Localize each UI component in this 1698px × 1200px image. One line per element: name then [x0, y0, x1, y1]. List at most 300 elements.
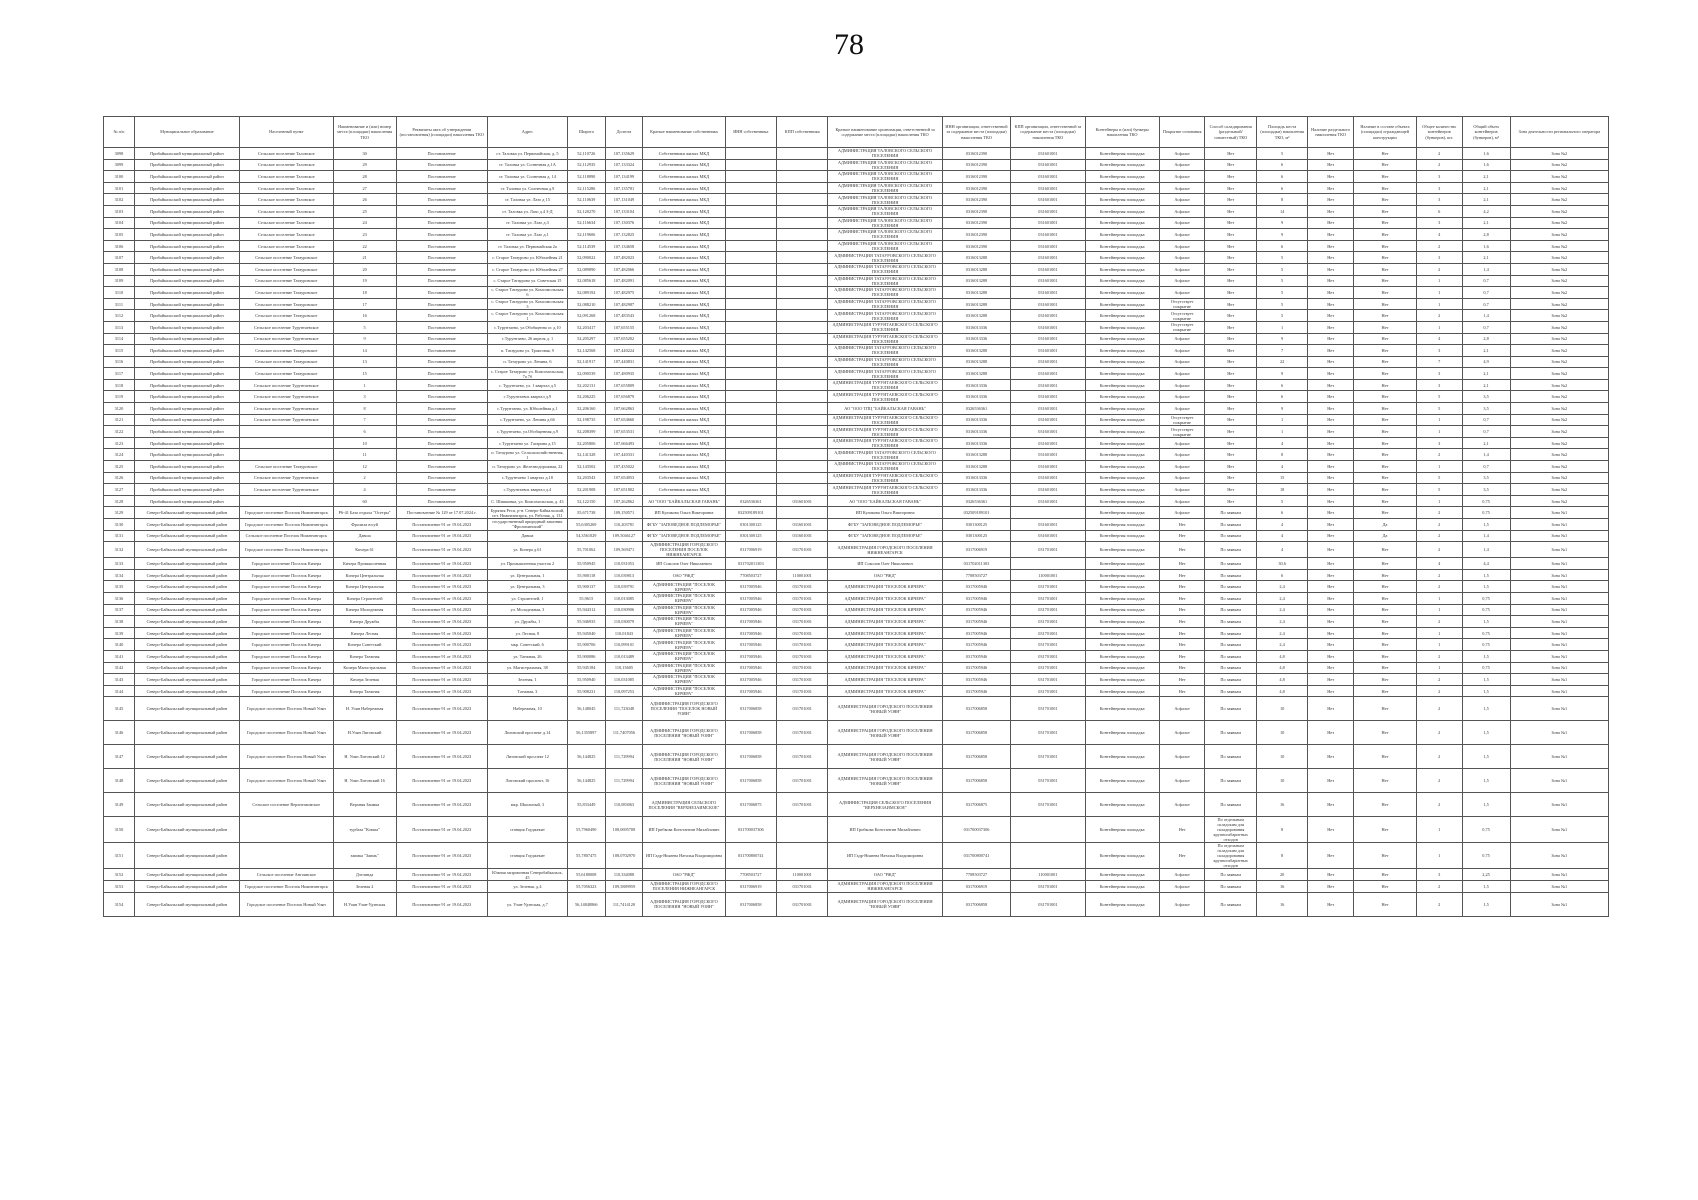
table-cell: Контейнерная площадка [1085, 182, 1159, 194]
table-cell: 109,569471 [605, 542, 643, 558]
table-cell: 1,5 [1462, 674, 1510, 686]
table-row [104, 581, 1609, 593]
table-cell: 3140 [104, 639, 135, 651]
table-cell: 1,5 [1462, 745, 1510, 769]
table-cell: 110001001 [1011, 569, 1085, 581]
table-cell: Сельское поселение Турунтаевское [239, 333, 333, 345]
table-cell: 55,945184 [567, 662, 605, 674]
table-cell: Собственники жилых МКД [643, 229, 725, 241]
table-cell: Нет [1308, 403, 1354, 415]
table-cell: Нет [1205, 148, 1256, 160]
table-cell: 031601001 [1011, 461, 1085, 473]
table-cell: 3 [333, 391, 396, 403]
table-cell: 0316013288 [942, 356, 1011, 368]
table-cell: 3 [1416, 217, 1462, 229]
table-cell: Северо-Байкальский муниципальный район [134, 662, 239, 674]
table-cell: 22 [333, 240, 396, 252]
table-cell: 0,7 [1462, 426, 1510, 438]
table-cell: 031701001 [777, 639, 828, 651]
table-cell: 55,7807475 [567, 843, 605, 869]
table-cell: Нет [1205, 495, 1256, 507]
table-cell: Нет [1354, 685, 1417, 697]
table-cell: 2 [1416, 745, 1462, 769]
table-cell [239, 817, 333, 843]
table-cell: 031702011303 [725, 558, 776, 570]
table-cell: Нет [1308, 287, 1354, 299]
table-cell: 52,110726 [567, 148, 605, 160]
table-row [104, 817, 1609, 843]
table-cell: Контейнерная площадка [1085, 745, 1159, 769]
table-cell: Нет [1308, 697, 1354, 721]
table-cell: Постановление [396, 426, 487, 438]
table-cell: 3 [1416, 171, 1462, 183]
table-cell: 031701001 [777, 892, 828, 916]
table-cell: 031701001 [1011, 745, 1085, 769]
table-cell: АДМИНИСТРАЦИЯ ТАЛОВСКОГО СЕЛЬСКОГО ПОСЕЛЕНИЯ [828, 205, 942, 217]
table-cell: ул. Центральная, 3 [487, 581, 567, 593]
table-cell: с. Старое Татаурово ул. Юбилейная 27 [487, 263, 567, 275]
table-cell: 0326536361 [725, 495, 776, 507]
table-cell: 031601001 [1011, 495, 1085, 507]
table-cell: Зона №1 [1510, 769, 1608, 793]
table-cell: Зона №2 [1510, 240, 1608, 252]
table-cell: 5 [1256, 495, 1307, 507]
table-cell: 56,144825 [567, 769, 605, 793]
table-cell: 13 [333, 356, 396, 368]
table-cell: Контейнерная площадка [1085, 843, 1159, 869]
table-cell: Нет [1159, 592, 1205, 604]
table-cell: АДМИНИСТРАЦИЯ ТАЛОВСКОГО СЕЛЬСКОГО ПОСЕЛЕНИЯ [828, 182, 942, 194]
table-cell: Зона №2 [1510, 182, 1608, 194]
table-cell: 2 [1416, 769, 1462, 793]
table-cell: 2 [1416, 697, 1462, 721]
table-cell: Таежная, 3 [487, 685, 567, 697]
table-cell: Сельское поселение Турунтаевское [239, 379, 333, 391]
table-cell: 110,031085 [605, 674, 643, 686]
table-cell: Сельское поселение Таловское [239, 194, 333, 206]
table-cell: ИП Грибкова Константин Михайлович [643, 817, 725, 843]
table-cell: 1,5 [1462, 721, 1510, 745]
table-cell: 3113 [104, 321, 135, 333]
table-cell: Зона №2 [1510, 333, 1608, 345]
table-row [104, 880, 1609, 892]
table-cell: Контейнерная площадка [1085, 639, 1159, 651]
table-cell: Постановление [396, 495, 487, 507]
table-cell: Постановление 91 от 19.04.2023 [396, 616, 487, 628]
table-cell: 56,1355897 [567, 721, 605, 745]
table-cell: 3106 [104, 240, 135, 252]
table-cell [777, 356, 828, 368]
table-cell: 52,198735 [567, 414, 605, 426]
table-cell [725, 449, 776, 461]
table-cell: 0,7 [1462, 275, 1510, 287]
table-cell: ИП Гадр-Ниязева Наталья Владимировна [643, 843, 725, 869]
table-cell: с.Турунтаевск квартал д.9 [487, 391, 567, 403]
column-header: Зона деятельности регионального оператора [1510, 117, 1608, 148]
table-cell: Нет [1205, 368, 1256, 380]
table-cell: 55,944312 [567, 604, 605, 616]
table-cell: 55,833449 [567, 793, 605, 817]
table-cell: 1 [1256, 321, 1307, 333]
column-header: Населенный пункт [239, 117, 333, 148]
table-cell: 2,1 [1462, 182, 1510, 194]
table-cell [777, 817, 828, 843]
table-cell: Зона №2 [1510, 484, 1608, 496]
table-cell: Нет [1205, 403, 1256, 415]
table-cell: 107,130376 [605, 217, 643, 229]
table-cell [725, 298, 776, 310]
column-header: Общее количество контейнеров (бункеров), шт. [1416, 117, 1462, 148]
table-cell: Нет [1205, 252, 1256, 264]
table-cell: АДМИНИСТРАЦИЯ ГОРОДСКОГО ПОСЕЛЕНИЯ "НОВЫЙ УОЯН" [643, 769, 725, 793]
table-cell: 16 [1256, 793, 1307, 817]
table-cell: 3131 [104, 530, 135, 542]
table-cell [725, 194, 776, 206]
table-cell: Собственники жилых МКД [643, 437, 725, 449]
table-cell: Отсутствует покрытие [1159, 310, 1205, 322]
table-cell: Асфальт [1159, 437, 1205, 449]
table-cell: Контейнерная площадка [1085, 721, 1159, 745]
table-row [104, 892, 1609, 916]
table-cell: Нет [1308, 426, 1354, 438]
table-cell: Нет [1159, 542, 1205, 558]
table-cell [725, 229, 776, 241]
table-row [104, 287, 1609, 299]
table-cell: Прибайкальский муниципальный район [134, 194, 239, 206]
table-cell: 3137 [104, 604, 135, 616]
table-cell: Да [1354, 519, 1417, 531]
table-cell: Городское поселение Поселок Кичера [239, 569, 333, 581]
table-cell: ФГБУ "ЗАПОВЕДНОЕ ПОДЛЕМОРЬЕ" [828, 530, 942, 542]
table-cell: Контейнерная площадка [1085, 892, 1159, 916]
table-cell: Постановление № 129 от 17.07.2024 г. [396, 507, 487, 519]
table-cell: Асфальт [1159, 745, 1205, 769]
table-cell: Постановление [396, 472, 487, 484]
table-row [104, 604, 1609, 616]
table-cell: 111,7414120 [605, 892, 643, 916]
table-cell: 3148 [104, 769, 135, 793]
table-cell: По заявкам [1205, 604, 1256, 616]
table-cell: Нет [1308, 569, 1354, 581]
table-cell: 107,654053 [605, 472, 643, 484]
table-cell: Да [1354, 530, 1417, 542]
table-row [104, 662, 1609, 674]
table-cell: Кичера Промышленная [333, 558, 396, 570]
table-cell: 3126 [104, 472, 135, 484]
table-cell: Асфальт [1159, 391, 1205, 403]
table-cell: По заявкам [1205, 697, 1256, 721]
table-cell: АДМИНИСТРАЦИЯ ГОРОДСКОГО ПОСЕЛЕНИЯ НИЖНЕАНГАРСК [643, 880, 725, 892]
table-cell: 031601001 [1011, 519, 1085, 531]
table-cell: Нет [1354, 793, 1417, 817]
table-cell [239, 426, 333, 438]
table-cell: Городское поселение Поселок Новый Уоян [239, 769, 333, 793]
table-cell: 0317005946 [942, 592, 1011, 604]
table-cell: Северо-Байкальский муниципальный район [134, 769, 239, 793]
table-cell: 3134 [104, 569, 135, 581]
table-cell: с.Турунтаево ул. Гагарина д.15 [487, 437, 567, 449]
table-cell: 031601001 [1011, 298, 1085, 310]
table-cell: Нет [1205, 182, 1256, 194]
table-cell: Нет [1308, 333, 1354, 345]
table-cell: 2 [1416, 892, 1462, 916]
table-cell: 0316013288 [942, 263, 1011, 275]
table-cell: Городское поселение Поселок Кичера [239, 662, 333, 674]
table-cell: Асфальт [1159, 171, 1205, 183]
table-cell: Сельское поселение Верхнезаимское [239, 793, 333, 817]
table-cell: 3149 [104, 793, 135, 817]
table-cell: Кичера Советский [333, 639, 396, 651]
table-cell: Сельское поселение Татауровское [239, 263, 333, 275]
table-cell: Нет [1308, 437, 1354, 449]
table-cell: 031701001 [1011, 581, 1085, 593]
table-cell: 1 [1416, 287, 1462, 299]
table-cell: 3115 [104, 345, 135, 357]
table-cell: Контейнерная площадка [1085, 627, 1159, 639]
table-cell: 107,135781 [605, 182, 643, 194]
table-cell: Прибайкальский муниципальный район [134, 437, 239, 449]
table-cell: 56,148045 [567, 697, 605, 721]
table-cell: 3139 [104, 627, 135, 639]
table-cell: заимка "Заимь" [333, 843, 396, 869]
table-cell: Нет [1308, 519, 1354, 531]
table-cell [725, 148, 776, 160]
table-cell: 0316013288 [942, 252, 1011, 264]
column-header: Адрес [487, 117, 567, 148]
table-cell: 18 [333, 287, 396, 299]
column-header: Наличие в составе объекта (площадки) ограждающей конструкции [1354, 117, 1417, 148]
table-cell: 10 [1256, 745, 1307, 769]
table-cell: Северо-Байкальский муниципальный район [134, 616, 239, 628]
table-cell: Нет [1205, 472, 1256, 484]
table-cell: 110,031053 [605, 558, 643, 570]
table-cell: ст. Таловка ул. Лазо д.3 [487, 217, 567, 229]
table-cell: Нет [1308, 793, 1354, 817]
table-cell: 52,141328 [567, 449, 605, 461]
table-cell: 1 [1256, 414, 1307, 426]
table-cell: 031702011303 [942, 558, 1011, 570]
table-cell [777, 368, 828, 380]
table-cell: 107,131049 [605, 194, 643, 206]
table-cell: Прибайкальский муниципальный район [134, 356, 239, 368]
table-cell: Прибайкальский муниципальный район [134, 159, 239, 171]
table-cell: 26 [333, 194, 396, 206]
table-cell [777, 843, 828, 869]
table-cell: Нет [1354, 880, 1417, 892]
table-cell: Асфальт [1159, 252, 1205, 264]
table-cell: Постановление [396, 217, 487, 229]
column-header: КПП собственника [777, 117, 828, 148]
table-cell: АДМИНИСТРАЦИЯ ТУРУНТАЕВСКОГО СЕЛЬСКОГО ПОСЕЛЕНИЯ [828, 484, 942, 496]
table-cell: АДМИНИСТРАЦИЯ ТАЛОВСКОГО СЕЛЬСКОГО ПОСЕЛЕНИЯ [828, 159, 942, 171]
table-cell: Нет [1308, 604, 1354, 616]
table-cell: Контейнерная площадка [1085, 240, 1159, 252]
table-cell: ОАО "РЖД" [643, 569, 725, 581]
table-cell: станция Гоуджекит [487, 817, 567, 843]
table-cell: Северо-Байкальский муниципальный район [134, 685, 239, 697]
table-cell: 3109 [104, 275, 135, 287]
table-cell: п. Татаурово ул. Трактовая, 9 [487, 345, 567, 357]
table-cell: Сельское поселение Татауровское [239, 298, 333, 310]
table-cell: 4,2 [1462, 205, 1510, 217]
table-cell: Постановление 91 от 19.04.2023 [396, 843, 487, 869]
table-row [104, 217, 1609, 229]
table-cell: 0317005946 [725, 639, 776, 651]
table-cell: Собственники жилых МКД [643, 298, 725, 310]
table-cell: Прибайкальский муниципальный район [134, 287, 239, 299]
table-cell: Зона №1 [1510, 530, 1608, 542]
table-cell: Собственники жилых МКД [643, 217, 725, 229]
table-cell: Контейнерная площадка [1085, 217, 1159, 229]
table-cell: Нет [1354, 414, 1417, 426]
table-cell: ул. Молодежная, 3 [487, 604, 567, 616]
table-cell: Северо-Байкальский муниципальный район [134, 721, 239, 745]
table-cell: Нет [1205, 287, 1256, 299]
table-cell: государственный природный заказник "Фролихинский" [487, 519, 567, 531]
table-cell: Собственники жилых МКД [643, 148, 725, 160]
table-cell: Постановление [396, 205, 487, 217]
table-cell: 7 [1256, 345, 1307, 357]
table-cell: Зона №1 [1510, 604, 1608, 616]
table-cell: АДМИНИСТРАЦИЯ "ПОСЕЛОК КИЧЕРА" [828, 616, 942, 628]
table-cell: 8 [1256, 194, 1307, 206]
table-cell: По заявкам [1205, 869, 1256, 881]
table-cell: 3 [1416, 194, 1462, 206]
table-cell: Собственники жилых МКД [643, 461, 725, 473]
table-cell: По заявкам [1205, 569, 1256, 581]
table-cell: Городское поселение Поселок Кичера [239, 639, 333, 651]
table-cell: 7708503727 [942, 569, 1011, 581]
table-cell: ст. Таловка ул. Первомайская 2а [487, 240, 567, 252]
table-cell: 031601001 [1011, 148, 1085, 160]
table-cell: АДМИНИСТРАЦИЯ ТАЛОВСКОГО СЕЛЬСКОГО ПОСЕЛЕНИЯ [828, 194, 942, 206]
table-cell: 2 [1416, 721, 1462, 745]
table-cell: Городское поселение Поселок Кичера [239, 604, 333, 616]
table-cell: Зона №1 [1510, 685, 1608, 697]
table-cell: Асфальт [1159, 263, 1205, 275]
table-cell: Нет [1354, 604, 1417, 616]
table-cell: 6 [333, 426, 396, 438]
table-cell [725, 391, 776, 403]
table-cell: По заявкам [1205, 880, 1256, 892]
column-header: Долгота [605, 117, 643, 148]
table-cell: Нет [1205, 333, 1256, 345]
table-cell: 111,729994 [605, 769, 643, 793]
table-cell: ул. Кичера д.61 [487, 542, 567, 558]
table-cell: Контейнерная площадка [1085, 379, 1159, 391]
table-cell: 107,651802 [605, 484, 643, 496]
table-cell: 0,7 [1462, 287, 1510, 299]
table-cell: 0317005946 [942, 685, 1011, 697]
table-cell: Н.Уоян Улан-Удэнская [333, 892, 396, 916]
table-cell: 11 [333, 449, 396, 461]
table-cell: Асфальт [1159, 769, 1205, 793]
table-cell: АДМИНИСТРАЦИЯ ГОРОДСКОГО ПОСЕЛЕНИЯ "НОВЫЙ УОЯН" [643, 745, 725, 769]
table-cell: Нет [1205, 461, 1256, 473]
table-cell: АДМИНИСТРАЦИЯ "ПОСЕЛОК КИЧЕРА" [828, 592, 942, 604]
table-cell: 107,262862 [605, 495, 643, 507]
table-cell: По заявкам [1205, 542, 1256, 558]
table-cell: 9 [1256, 403, 1307, 415]
table-cell: Городское поселение Поселок Кичера [239, 581, 333, 593]
table-cell: Контейнерная площадка [1085, 403, 1159, 415]
table-cell: Городское поселение Поселок Новый Уоян [239, 721, 333, 745]
table-cell: 0,7 [1462, 321, 1510, 333]
table-cell: Кичера 61 [333, 542, 396, 558]
table-cell: 3125 [104, 461, 135, 473]
table-cell: Нет [1159, 616, 1205, 628]
table-row [104, 869, 1609, 881]
table-cell: 0316013288 [942, 275, 1011, 287]
table-cell: с.Турунтаево 1 квартал д.18 [487, 472, 567, 484]
table-cell: 110,334088 [605, 869, 643, 881]
table-cell: АДМИНИСТРАЦИЯ ГОРОДСКОГО ПОСЕЛЕНИЯ "НОВЫЙ УОЯН" [828, 697, 942, 721]
table-cell: Зона №2 [1510, 287, 1608, 299]
table-cell: АДМИНИСТРАЦИЯ ТУРУНТАЕВСКОГО СЕЛЬСКОГО ПОСЕЛЕНИЯ [828, 391, 942, 403]
table-cell: АДМИНИСТРАЦИЯ ГОРОДСКОГО ПОСЕЛЕНИЯ НИЖНЕАНГАРСК [828, 542, 942, 558]
table-cell: 107,440831 [605, 356, 643, 368]
table-cell: 4 [1256, 437, 1307, 449]
table-cell: Постановление [396, 321, 487, 333]
table-cell: Северо-Байкальский муниципальный район [134, 592, 239, 604]
table-row [104, 674, 1609, 686]
table-cell: Зона №1 [1510, 616, 1608, 628]
table-cell: По заявкам [1205, 639, 1256, 651]
table-cell: Северо-Байкальский муниципальный район [134, 892, 239, 916]
table-cell: Зона №2 [1510, 217, 1608, 229]
table-cell: ул. Дружбы, 1 [487, 616, 567, 628]
table-cell: 0317005946 [725, 592, 776, 604]
table-cell: Северо-Байкальский муниципальный район [134, 507, 239, 519]
table-cell: Асфальт [1159, 484, 1205, 496]
table-cell: 0316013336 [942, 414, 1011, 426]
table-cell: Нет [1354, 449, 1417, 461]
table-cell: 0316013336 [942, 321, 1011, 333]
table-cell: 6 [1256, 379, 1307, 391]
table-cell: с. Старое Татаурово ул. Юбилейная 21 [487, 252, 567, 264]
table-cell: 20 [333, 263, 396, 275]
table-cell: 8 [333, 403, 396, 415]
table-cell: 031701001 [1011, 662, 1085, 674]
table-cell: 5 [1256, 252, 1307, 264]
table-cell: 0316013336 [942, 472, 1011, 484]
table-cell: Сельское поселение Турунтаевское [239, 403, 333, 415]
table-cell: 8 [1256, 817, 1307, 843]
table-cell: 031701001 [1011, 697, 1085, 721]
table-cell: Контейнерная площадка [1085, 507, 1159, 519]
table-cell: 55,950940 [567, 674, 605, 686]
table-cell: 2 [1416, 542, 1462, 558]
table-cell: 3151 [104, 843, 135, 869]
table-cell: 111,729994 [605, 745, 643, 769]
table-cell: 031601001 [1011, 368, 1085, 380]
table-cell: ИП Куликова Ольга Викторовна [643, 507, 725, 519]
table-cell: Зона №2 [1510, 379, 1608, 391]
table-cell [725, 310, 776, 322]
table-cell [777, 287, 828, 299]
table-cell: Городское поселение Поселок Новый Уоян [239, 745, 333, 769]
table-cell: По заявкам [1205, 581, 1256, 593]
table-cell [777, 321, 828, 333]
table-cell: Сельское поселение Таловское [239, 205, 333, 217]
table-cell: Дзелинда [333, 869, 396, 881]
table-cell: Асфальт [1159, 507, 1205, 519]
table-cell: 0316013336 [942, 437, 1011, 449]
table-cell: Зона №2 [1510, 426, 1608, 438]
table-cell: Постановление 91 от 19.04.2023 [396, 519, 487, 531]
table-cell: АДМИНИСТРАЦИЯ ТАТАУРОВСКОГО СЕЛЬСКОГО ПОСЕЛЕНИЯ [828, 449, 942, 461]
table-cell: Собственники жилых МКД [643, 287, 725, 299]
